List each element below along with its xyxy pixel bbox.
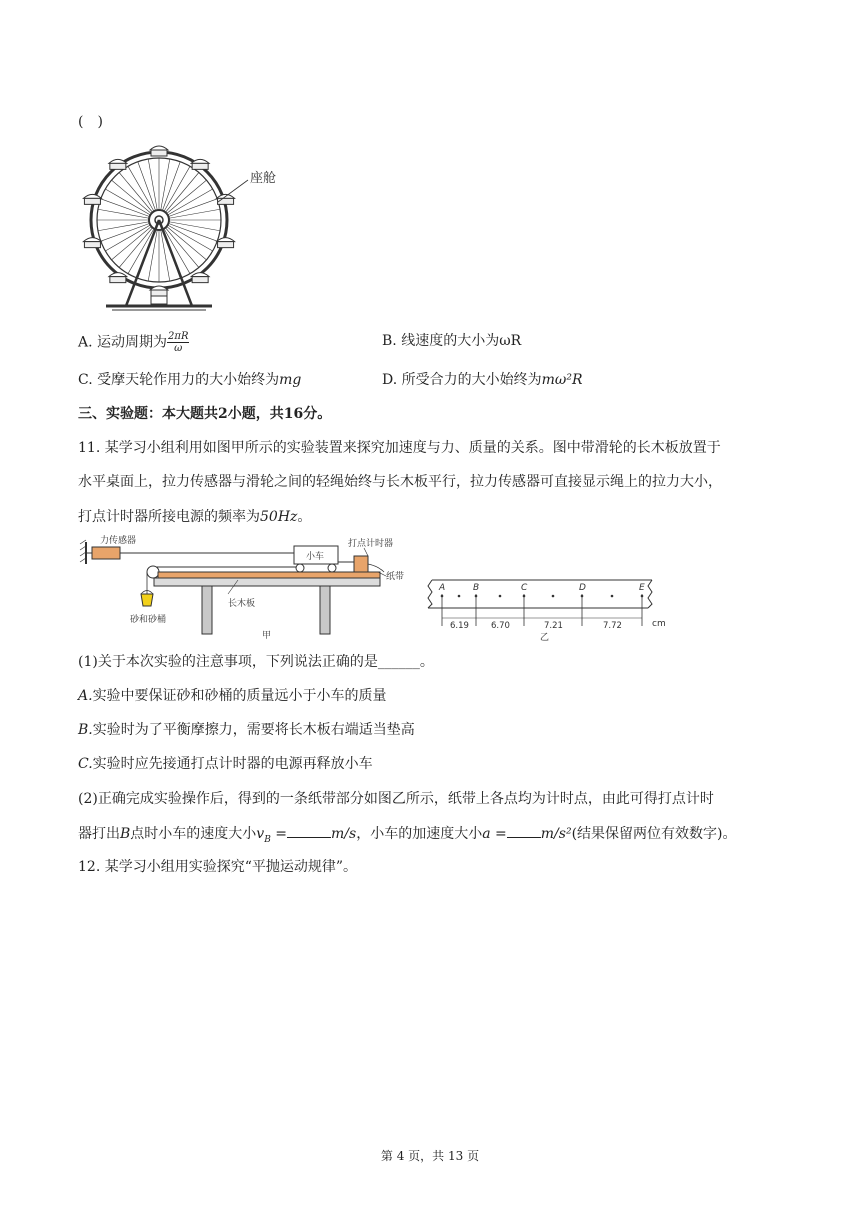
tape-distance-label: 6.19 xyxy=(450,621,469,631)
option-c: C. 受摩天轮作用力的大小始终为mg xyxy=(78,372,302,388)
tape-dot xyxy=(499,595,502,598)
period-fraction: $\frac{2\pi R}{\omega}$ xyxy=(168,331,189,354)
tape-point-label-e: E xyxy=(639,583,645,593)
cabin-icon xyxy=(150,146,168,156)
answer-blank-a xyxy=(507,823,541,838)
figure-yi-caption: 乙 xyxy=(540,633,550,643)
bucket-label: 砂和砂桶 xyxy=(130,615,167,625)
q11-line3: 打点计时器所接电源的频率为50Hz。 xyxy=(78,509,312,525)
tape-dot xyxy=(523,595,526,598)
cabin-icon xyxy=(191,273,209,283)
tape-dot xyxy=(611,595,614,598)
apparatus-figure xyxy=(78,532,418,642)
tape-point-label-c: C xyxy=(521,583,528,593)
force-sensor-label: 力传感器 xyxy=(100,536,137,546)
tape-dot xyxy=(458,595,461,598)
tape-dot xyxy=(641,595,644,598)
tape-unit: cm xyxy=(652,619,666,629)
tape-point-label-d: D xyxy=(579,583,586,593)
q11-line2: 水平桌面上，拉力传感器与滑轮之间的轻绳始终与长木板平行，拉力传感器可直接显示绳上的拉力大小， xyxy=(78,474,722,490)
cabin-icon xyxy=(150,286,168,296)
answer-blank-vb xyxy=(287,823,331,838)
q11-line1: 11. 某学习小组利用如图甲所示的实验装置来探究加速度与力、质量的关系。图中带滑轮的长木板放置于 xyxy=(78,440,721,456)
cabin-icon xyxy=(191,159,209,169)
option-a: A. 运动周期为 $\frac{2\pi R}{\omega}$ xyxy=(78,331,189,354)
q11-opt-b: B.实验时为了平衡摩擦力，需要将长木板右端适当垫高 xyxy=(78,722,415,738)
timer-label: 打点计时器 xyxy=(348,539,394,549)
ferris-wheel-figure xyxy=(78,140,308,320)
tape-distance-label: 7.72 xyxy=(603,621,622,631)
figure-jia-caption: 甲 xyxy=(262,631,272,641)
tape-dot xyxy=(441,595,444,598)
q11-opt-a: A.实验中要保证砂和砂桶的质量远小于小车的质量 xyxy=(78,688,387,704)
q11-opt-c: C.实验时应先接通打点计时器的电源再释放小车 xyxy=(78,756,373,772)
board-label: 长木板 xyxy=(228,599,256,609)
tape-dot xyxy=(581,595,584,598)
answer-bracket: ( ) xyxy=(78,114,103,130)
cabin-label: 座舱 xyxy=(250,171,277,186)
tape-point-label-a: A xyxy=(439,583,446,593)
tape-dot xyxy=(475,595,478,598)
tape-marks xyxy=(438,583,645,631)
cabin-icon xyxy=(109,159,127,169)
q11-sub2-line1: (2)正确完成实验操作后，得到的一条纸带部分如图乙所示，纸带上各点均为计时点，由此可得打点计时 xyxy=(78,791,714,807)
tape-distance-label: 6.70 xyxy=(491,621,510,631)
q11-sub1: (1)关于本次实验的注意事项，下列说法正确的是______。 xyxy=(78,654,434,670)
cart-label: 小车 xyxy=(306,552,325,562)
cabin-icon xyxy=(83,194,101,204)
ferris-wheel-drawing xyxy=(83,146,248,310)
section-heading: 三、实验题：本大题共2小题，共16分。 xyxy=(78,406,332,422)
cabin-icon xyxy=(109,273,127,283)
cabin-icon xyxy=(83,238,101,248)
tape-dot xyxy=(552,595,555,598)
paper-tape-figure xyxy=(420,574,680,646)
option-b: B. 线速度的大小为ωR xyxy=(382,333,522,349)
tape-distance-label: 7.21 xyxy=(544,621,563,631)
cabin-icon xyxy=(217,238,235,248)
cabin-icon xyxy=(217,194,235,204)
tape-point-label-b: B xyxy=(473,583,480,593)
option-d: D. 所受合力的大小始终为mω²R xyxy=(382,372,583,388)
q12-text: 12. 某学习小组用实验探究“平抛运动规律”。 xyxy=(78,859,358,875)
page-footer: 第 4 页，共 13 页 xyxy=(380,1149,480,1163)
q11-sub2-line2: 器打出B点时小车的速度大小$v_B = m/s$，小车的加速度大小a = m/s²(结果保留两位有效数字)。 xyxy=(78,823,737,850)
tape-label: 纸带 xyxy=(386,572,405,582)
